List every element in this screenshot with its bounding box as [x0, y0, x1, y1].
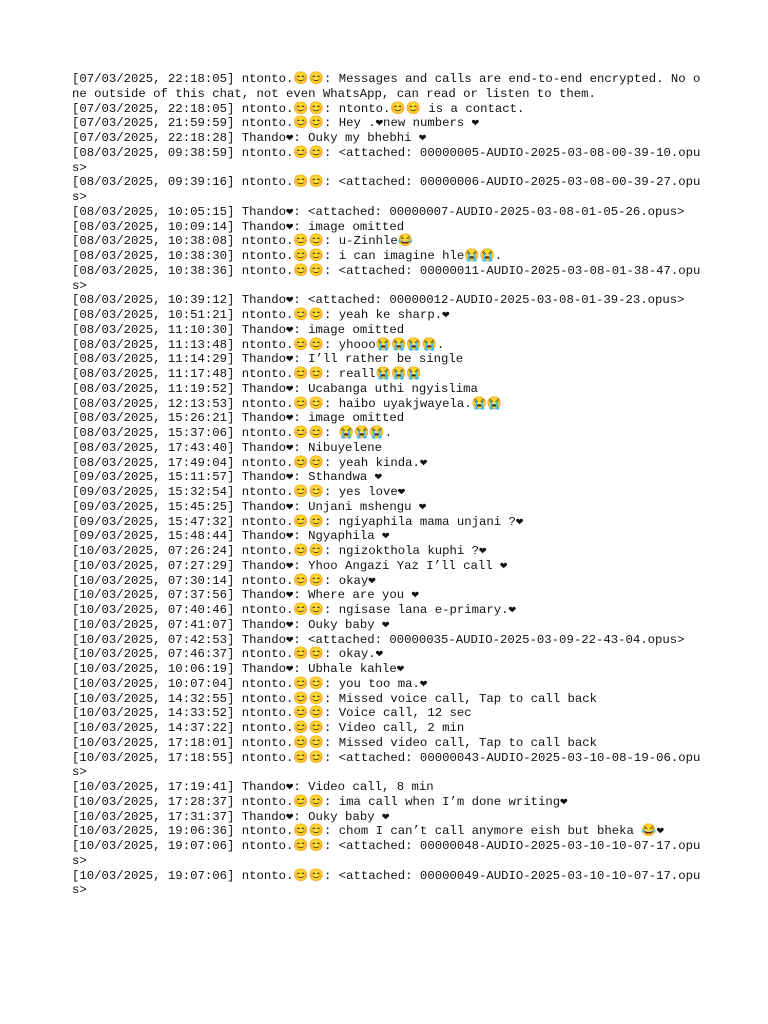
chat-log-line: [08/03/2025, 10:38:30] ntonto.😊😊: i can imagine hle😭😭. — [72, 249, 503, 263]
chat-log-line: [10/03/2025, 10:06:19] Thando❤: Ubhale kahle❤ — [72, 662, 405, 676]
chat-log-text — [72, 72, 702, 898]
chat-log-line: [08/03/2025, 11:19:52] Thando❤: Ucabanga uthi ngyislima — [72, 381, 478, 396]
chat-log-line: [08/03/2025, 15:26:21] Thando❤: image omitted — [72, 411, 405, 426]
chat-log-line: [10/03/2025, 17:19:41] Thando❤: Video call, 8 min — [72, 780, 434, 794]
chat-log-line: [08/03/2025, 10:09:14] Thando❤: image omitted — [72, 219, 405, 234]
chat-log-line: [10/03/2025, 07:46:37] ntonto.😊😊: okay.❤ — [72, 647, 384, 662]
chat-log-line: [10/03/2025, 07:42:53] Thando❤: <attached: 00000035-AUDIO-2025-03-09-22-43-04.opus> — [72, 632, 685, 647]
chat-log-line: [08/03/2025, 17:49:04] ntonto.😊😊: yeah kinda.❤ — [72, 455, 428, 470]
chat-log-line: [09/03/2025, 15:48:44] Thando❤: Ngyaphila ❤ — [72, 529, 390, 544]
chat-log-line: [08/03/2025, 10:51:21] ntonto.😊😊: yeah ke sharp.❤ — [72, 308, 450, 322]
chat-log-line: [08/03/2025, 10:38:08] ntonto.😊😊: u-Zinhle😂 — [72, 234, 414, 249]
chat-log-line: [08/03/2025, 11:10:30] Thando❤: image omitted — [72, 322, 405, 337]
chat-log-line: [07/03/2025, 21:59:59] ntonto.😊😊: Hey .❤new numbers ❤ — [72, 116, 480, 131]
chat-log-line: [08/03/2025, 11:13:48] ntonto.😊😊: yhooo😭😭😭😭. — [72, 337, 445, 352]
chat-log-line: [10/03/2025, 17:18:55] ntonto.😊😊: <attached: 00000043-AUDIO-2025-03-10-08-19-06.opus> — [72, 750, 701, 780]
chat-log-line: [08/03/2025, 12:13:53] ntonto.😊😊: haibo uyakjwayela.😭😭 — [72, 396, 503, 411]
chat-log-line: [10/03/2025, 14:37:22] ntonto.😊😊: Video call, 2 min — [72, 721, 465, 735]
chat-log-line: [10/03/2025, 07:26:24] ntonto.😊😊: ngizokthola kuphi ?❤ — [72, 544, 487, 558]
chat-log-line: [10/03/2025, 07:30:14] ntonto.😊😊: okay❤ — [72, 573, 376, 588]
chat-log-line: [08/03/2025, 11:17:48] ntonto.😊😊: reall😭😭😭 — [72, 367, 422, 381]
chat-log-line: [08/03/2025, 10:05:15] Thando❤: <attached: 00000007-AUDIO-2025-03-08-01-05-26.opus> — [72, 204, 685, 219]
chat-log-line: [10/03/2025, 07:40:46] ntonto.😊😊: ngisase lana e-primary.❤ — [72, 603, 516, 617]
chat-log-line: [09/03/2025, 15:11:57] Thando❤: Sthandwa ❤ — [72, 470, 382, 485]
chat-log-line: [08/03/2025, 10:38:36] ntonto.😊😊: <attached: 00000011-AUDIO-2025-03-08-01-38-47.opus> — [72, 263, 701, 293]
chat-log-line: [10/03/2025, 17:28:37] ntonto.😊😊: ima call when I’m done writing❤ — [72, 794, 568, 809]
chat-log-line: [08/03/2025, 15:37:06] ntonto.😊😊: 😭😭😭. — [72, 426, 393, 440]
chat-log-line: [10/03/2025, 17:18:01] ntonto.😊😊: Missed video call, Tap to call back — [72, 735, 598, 750]
chat-log-line: [10/03/2025, 14:33:52] ntonto.😊😊: Voice call, 12 sec — [72, 706, 472, 721]
chat-log-line: [10/03/2025, 19:07:06] ntonto.😊😊: <attached: 00000048-AUDIO-2025-03-10-10-07-17.opus> — [72, 839, 701, 868]
chat-log-line: [07/03/2025, 22:18:05] ntonto.😊😊: ntonto.😊😊 is a contact. — [72, 101, 525, 116]
chat-log-line: [10/03/2025, 19:07:06] ntonto.😊😊: <attached: 00000049-AUDIO-2025-03-10-10-07-17.opus> — [72, 868, 701, 898]
chat-log-line: [07/03/2025, 22:18:05] ntonto.😊😊: Messages and calls are end-to-end encrypted. No one outside of this chat, not even WhatsApp, can read or listen to them. — [72, 72, 701, 101]
chat-log-line: [08/03/2025, 09:39:16] ntonto.😊😊: <attached: 00000006-AUDIO-2025-03-08-00-39-27.opus> — [72, 175, 701, 204]
chat-log-line: [08/03/2025, 10:39:12] Thando❤: <attached: 00000012-AUDIO-2025-03-08-01-39-23.opus> — [72, 293, 685, 308]
chat-log-line: [08/03/2025, 17:43:40] Thando❤: Nibuyelene — [72, 440, 382, 455]
chat-log-line: [10/03/2025, 07:27:29] Thando❤: Yhoo Angazi Yaz I’ll call ❤ — [72, 558, 508, 573]
chat-log-line: [10/03/2025, 19:06:36] ntonto.😊😊: chom I can’t call anymore eish but bheka 😂❤ — [72, 824, 665, 839]
chat-log-line: [09/03/2025, 15:32:54] ntonto.😊😊: yes love❤ — [72, 485, 406, 499]
chat-log-line: [10/03/2025, 10:07:04] ntonto.😊😊: you too ma.❤ — [72, 676, 428, 691]
chat-log-line: [10/03/2025, 07:41:07] Thando❤: Ouky baby ❤ — [72, 617, 390, 632]
chat-log-line: [10/03/2025, 17:31:37] Thando❤: Ouky baby ❤ — [72, 809, 390, 824]
chat-log-line: [07/03/2025, 22:18:28] Thando❤: Ouky my bhebhi ❤ — [72, 131, 427, 145]
chat-log-line: [08/03/2025, 09:38:59] ntonto.😊😊: <attached: 00000005-AUDIO-2025-03-08-00-39-10.opus> — [72, 145, 701, 175]
chat-log-line: [09/03/2025, 15:45:25] Thando❤: Unjani mshengu ❤ — [72, 499, 427, 514]
chat-log-line: [08/03/2025, 11:14:29] Thando❤: I’ll rather be single — [72, 352, 464, 367]
chat-log-line: [10/03/2025, 07:37:56] Thando❤: Where are you ❤ — [72, 588, 419, 603]
chat-log-line: [10/03/2025, 14:32:55] ntonto.😊😊: Missed voice call, Tap to call back — [72, 691, 598, 706]
chat-log-line: [09/03/2025, 15:47:32] ntonto.😊😊: ngiyaphila mama unjani ?❤ — [72, 514, 524, 529]
